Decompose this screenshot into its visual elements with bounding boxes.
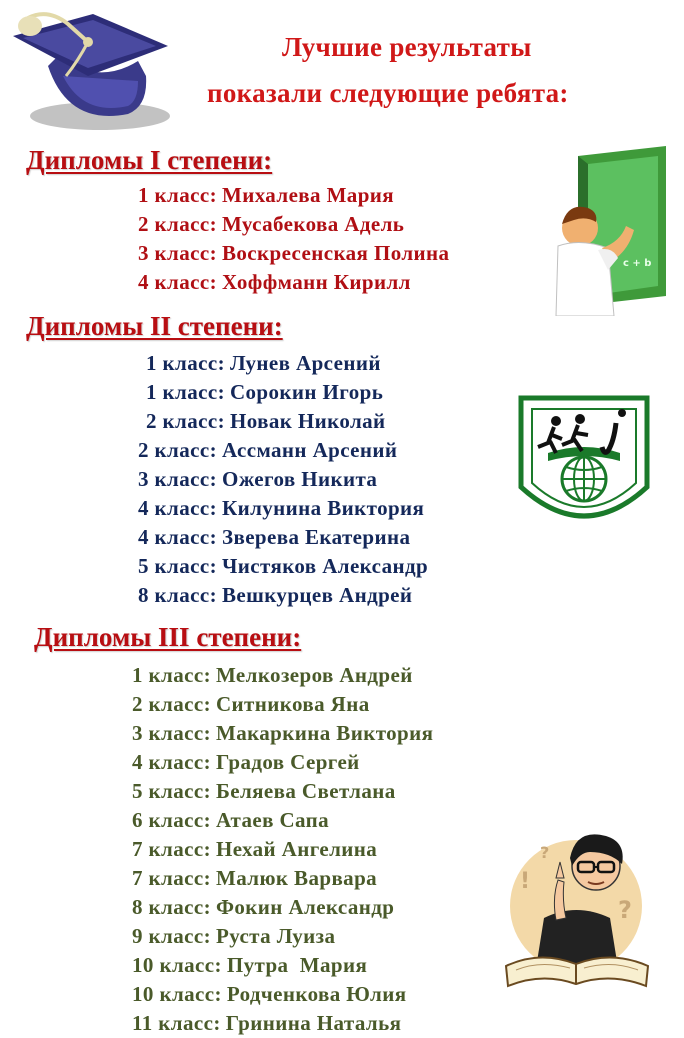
list-item <box>138 378 433 407</box>
grade-label: 4 класс: <box>138 270 217 294</box>
student-name: Вешкурцев Андрей <box>221 583 413 607</box>
list-item <box>138 581 433 610</box>
grade-label: 5 класс: <box>138 554 217 578</box>
student-name: Ожегов Никита <box>221 467 378 491</box>
grade-label: 2 класс: <box>146 409 225 433</box>
student-name: Новак Николай <box>229 409 386 433</box>
list-item <box>138 436 433 465</box>
grade-label: 4 класс: <box>138 496 217 520</box>
grade-label: 2 класс: <box>138 212 217 236</box>
student-name: Чистяков Александр <box>221 554 429 578</box>
svg-text:!: ! <box>520 869 531 894</box>
list-item <box>132 690 438 719</box>
student-name: Руста Луиза <box>215 924 336 948</box>
list-item <box>132 835 438 864</box>
student-name: Мусабекова Адель <box>221 212 405 236</box>
list-item <box>138 268 454 297</box>
grade-label: 3 класс: <box>138 241 217 265</box>
grade-label: 11 класс: <box>132 1011 221 1035</box>
student-name: Родченкова Юлия <box>226 982 407 1006</box>
section-title-second-degree: Дипломы II степени: <box>26 311 283 341</box>
student-name: Путра Мария <box>226 953 368 977</box>
list-item <box>132 806 438 835</box>
student-name: Михалева Мария <box>221 183 395 207</box>
grade-label: 1 класс: <box>146 380 225 404</box>
student-name: Макаркина Виктория <box>215 721 434 745</box>
grade-label: 8 класс: <box>132 895 211 919</box>
student-name: Фокин Александр <box>215 895 395 919</box>
list-item <box>132 719 438 748</box>
list-item <box>138 349 433 378</box>
grade-label: 1 класс: <box>132 663 211 687</box>
grade-label: 9 класс: <box>132 924 211 948</box>
list-item <box>132 980 438 1009</box>
list-item <box>138 523 433 552</box>
graduation-cap-icon <box>8 6 173 134</box>
list-item <box>138 552 433 581</box>
student-name: Зверева Екатерина <box>221 525 411 549</box>
list-item <box>138 181 454 210</box>
student-name: Градов Сергей <box>215 750 360 774</box>
list-item <box>132 922 438 951</box>
grade-label: 6 класс: <box>132 808 211 832</box>
student-name: Беляева Светлана <box>215 779 396 803</box>
student-name: Малюк Варвара <box>215 866 378 890</box>
list-item <box>138 210 454 239</box>
page-title-line-2: показали следующие ребята: <box>207 78 569 108</box>
grade-label: 7 класс: <box>132 866 211 890</box>
first-degree-list <box>138 181 454 297</box>
list-item <box>132 893 438 922</box>
student-name: Хоффманн Кирилл <box>221 270 411 294</box>
teacher-with-book-icon <box>500 818 652 990</box>
grade-label: 10 класс: <box>132 982 222 1006</box>
grade-label: 1 класс: <box>146 351 225 375</box>
student-name: Ситникова Яна <box>215 692 370 716</box>
grade-label: 5 класс: <box>132 779 211 803</box>
grade-label: 8 класс: <box>138 583 217 607</box>
list-item <box>138 465 433 494</box>
list-item <box>132 777 438 806</box>
grade-label: 3 класс: <box>132 721 211 745</box>
list-item <box>138 239 454 268</box>
svg-text:?: ? <box>540 843 550 862</box>
student-name: Килунина Виктория <box>221 496 425 520</box>
student-name: Сорокин Игорь <box>229 380 384 404</box>
section-title-third-degree: Дипломы III степени: <box>34 622 302 652</box>
list-item <box>138 494 433 523</box>
list-item <box>138 407 433 436</box>
second-degree-list <box>138 349 433 610</box>
section-title-first-degree: Дипломы I степени: <box>26 145 273 175</box>
svg-text:c + b: c + b <box>623 258 652 269</box>
school-emblem-icon <box>518 395 650 535</box>
student-name: Гринина Наталья <box>225 1011 402 1035</box>
grade-label: 1 класс: <box>138 183 217 207</box>
grade-label: 7 класс: <box>132 837 211 861</box>
page-title-line-1: Лучшие результаты <box>282 32 532 62</box>
grade-label: 2 класс: <box>138 438 217 462</box>
student-name: Атаев Сапа <box>215 808 330 832</box>
svg-text:?: ? <box>618 896 632 924</box>
grade-label: 2 класс: <box>132 692 211 716</box>
third-degree-list <box>132 661 438 1038</box>
grade-label: 4 класс: <box>132 750 211 774</box>
student-name: Мелкозеров Андрей <box>215 663 413 687</box>
student-name: Лунев Арсений <box>229 351 381 375</box>
student-name: Воскресенская Полина <box>221 241 450 265</box>
student-name: Нехай Ангелина <box>215 837 378 861</box>
list-item <box>132 661 438 690</box>
grade-label: 10 класс: <box>132 953 222 977</box>
list-item <box>132 864 438 893</box>
student-name: Ассманн Арсений <box>221 438 398 462</box>
grade-label: 4 класс: <box>138 525 217 549</box>
list-item <box>132 951 438 980</box>
list-item <box>132 748 438 777</box>
student-at-chalkboard-icon <box>548 146 670 316</box>
list-item <box>132 1009 438 1038</box>
grade-label: 3 класс: <box>138 467 217 491</box>
